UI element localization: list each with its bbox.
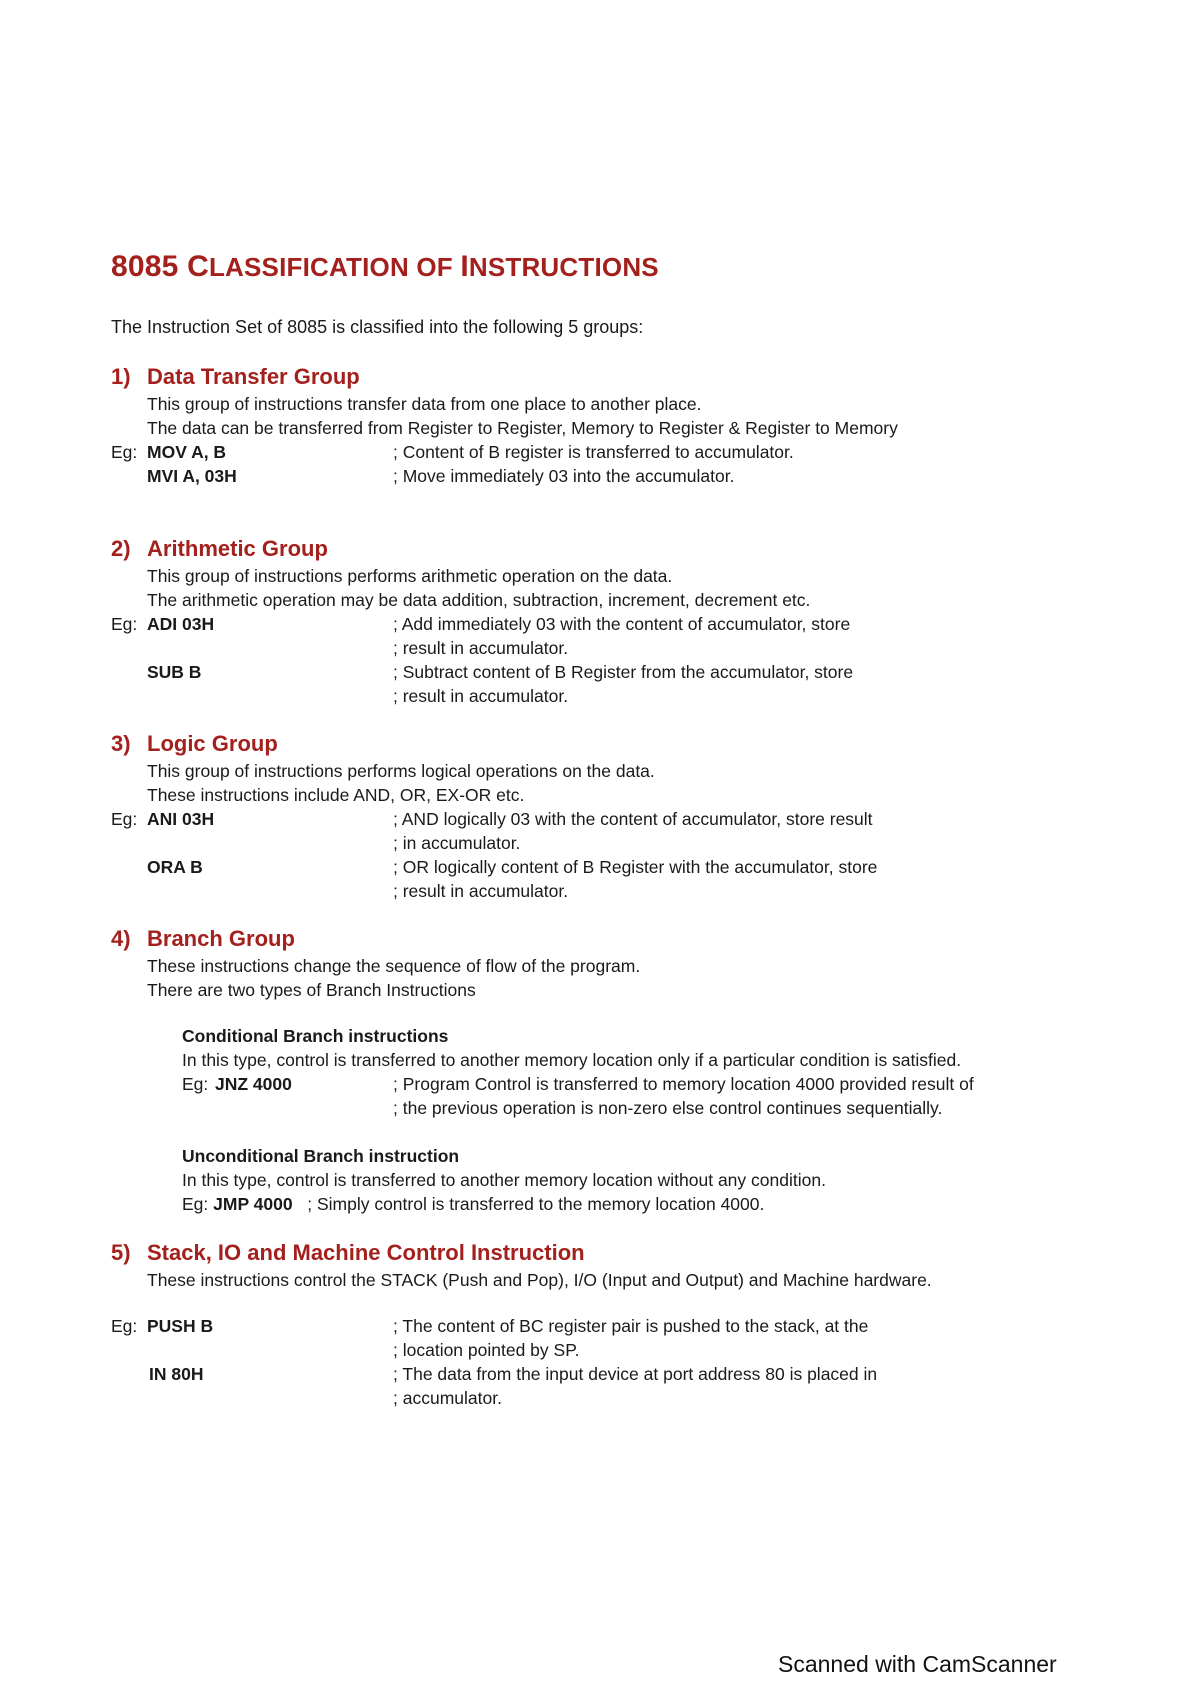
section-logic <box>111 729 1111 903</box>
instruction-comment: ; Simply control is transferred to the memory location 4000. <box>307 1194 765 1214</box>
instruction-comment: ; Program Control is transferred to memory location 4000 provided result of <box>393 1074 974 1094</box>
instruction-comment: ; The data from the input device at port address 80 is placed in <box>393 1364 878 1384</box>
example-row <box>111 1338 1111 1362</box>
eg-label: Eg: <box>111 809 138 829</box>
instruction-comment: ; AND logically 03 with the content of accumulator, store result <box>393 809 873 829</box>
instruction-comment: ; result in accumulator. <box>393 686 569 706</box>
instruction-comment: ; location pointed by SP. <box>393 1340 580 1360</box>
example-row <box>111 1362 1111 1386</box>
example-row <box>182 1096 1111 1120</box>
instruction-comment: ; The content of BC register pair is pushed to the stack, at the <box>393 1316 869 1336</box>
instruction-comment: ; the previous operation is non-zero else control continues sequentially. <box>393 1098 943 1118</box>
subsection-text: In this type, control is transferred to another memory location only if a particular condition is satisfied. <box>182 1050 962 1070</box>
example-row <box>111 855 1111 879</box>
eg-label: Eg: <box>111 614 138 634</box>
unconditional-branch-block <box>111 1144 1111 1216</box>
instruction-comment: ; result in accumulator. <box>393 638 569 658</box>
section-branch <box>111 924 1111 1216</box>
section-line: The arithmetic operation may be data addition, subtraction, increment, decrement etc. <box>147 590 811 610</box>
example-row <box>111 831 1111 855</box>
instruction-comment: ; Subtract content of B Register from the accumulator, store <box>393 662 854 682</box>
instruction-comment: ; OR logically content of B Register with the accumulator, store <box>393 857 878 877</box>
example-row <box>182 1192 1111 1216</box>
section-heading: 2) Arithmetic Group <box>111 536 328 561</box>
instruction-code: ORA B <box>147 857 203 877</box>
section-line: This group of instructions performs logical operations on the data. <box>147 761 655 781</box>
intro-text: The Instruction Set of 8085 is classified into the following 5 groups: <box>111 317 644 337</box>
section-line: This group of instructions transfer data from one place to another place. <box>147 394 702 414</box>
instruction-comment: ; in accumulator. <box>393 833 521 853</box>
example-row <box>111 612 1111 636</box>
section-heading: 5) Stack, IO and Machine Control Instruction <box>111 1240 585 1265</box>
instruction-code: SUB B <box>147 662 202 682</box>
example-row <box>111 464 1111 488</box>
example-row <box>111 807 1111 831</box>
section-data-transfer <box>111 362 1111 488</box>
instruction-code: ADI 03H <box>147 614 215 634</box>
section-heading: 4) Branch Group <box>111 926 295 951</box>
section-line: This group of instructions performs arithmetic operation on the data. <box>147 566 673 586</box>
example-row <box>111 660 1111 684</box>
instruction-code: JMP 4000 <box>213 1194 293 1214</box>
instruction-comment: ; Add immediately 03 with the content of accumulator, store <box>393 614 851 634</box>
instruction-comment: ; accumulator. <box>393 1388 502 1408</box>
eg-label: Eg: <box>111 442 138 462</box>
page-title: 8085 CLASSIFICATION OF INSTRUCTIONS <box>111 250 659 283</box>
instruction-code: ANI 03H <box>147 809 215 829</box>
section-stack-io-machine <box>111 1238 1111 1410</box>
example-row <box>111 1314 1111 1338</box>
subsection-heading: Conditional Branch instructions <box>182 1026 449 1046</box>
example-row <box>111 1386 1111 1410</box>
instruction-code: JNZ 4000 <box>215 1074 292 1094</box>
eg-label: Eg: <box>182 1074 209 1094</box>
example-row <box>111 684 1111 708</box>
example-row <box>111 440 1111 464</box>
example-row <box>111 879 1111 903</box>
instruction-comment: ; Content of B register is transferred to accumulator. <box>393 442 794 462</box>
subsection-heading: Unconditional Branch instruction <box>182 1146 460 1166</box>
camscanner-watermark: Scanned with CamScanner <box>778 1651 1057 1677</box>
section-line: There are two types of Branch Instructions <box>147 980 476 1000</box>
instruction-code: IN 80H <box>149 1364 204 1384</box>
section-line: The data can be transferred from Register to Register, Memory to Register & Register to Memory <box>147 418 898 438</box>
instruction-comment: ; Move immediately 03 into the accumulator. <box>393 466 735 486</box>
section-line: These instructions change the sequence of flow of the program. <box>147 956 641 976</box>
eg-label: Eg: <box>111 1316 138 1336</box>
instruction-comment: ; result in accumulator. <box>393 881 569 901</box>
instruction-code: PUSH B <box>147 1316 214 1336</box>
section-heading: 3) Logic Group <box>111 731 278 756</box>
section-line: These instructions control the STACK (Push and Pop), I/O (Input and Output) and Machine hardware. <box>147 1270 932 1290</box>
example-row <box>182 1072 1111 1096</box>
conditional-branch-block <box>111 1024 1111 1120</box>
example-row <box>111 636 1111 660</box>
subsection-text: In this type, control is transferred to another memory location without any condition. <box>182 1170 826 1190</box>
instruction-code: MVI A, 03H <box>147 466 237 486</box>
section-line: These instructions include AND, OR, EX-OR etc. <box>147 785 525 805</box>
section-heading: 1) Data Transfer Group <box>111 364 360 389</box>
eg-label: Eg: <box>182 1194 209 1214</box>
instruction-code: MOV A, B <box>147 442 227 462</box>
section-arithmetic <box>111 534 1111 708</box>
